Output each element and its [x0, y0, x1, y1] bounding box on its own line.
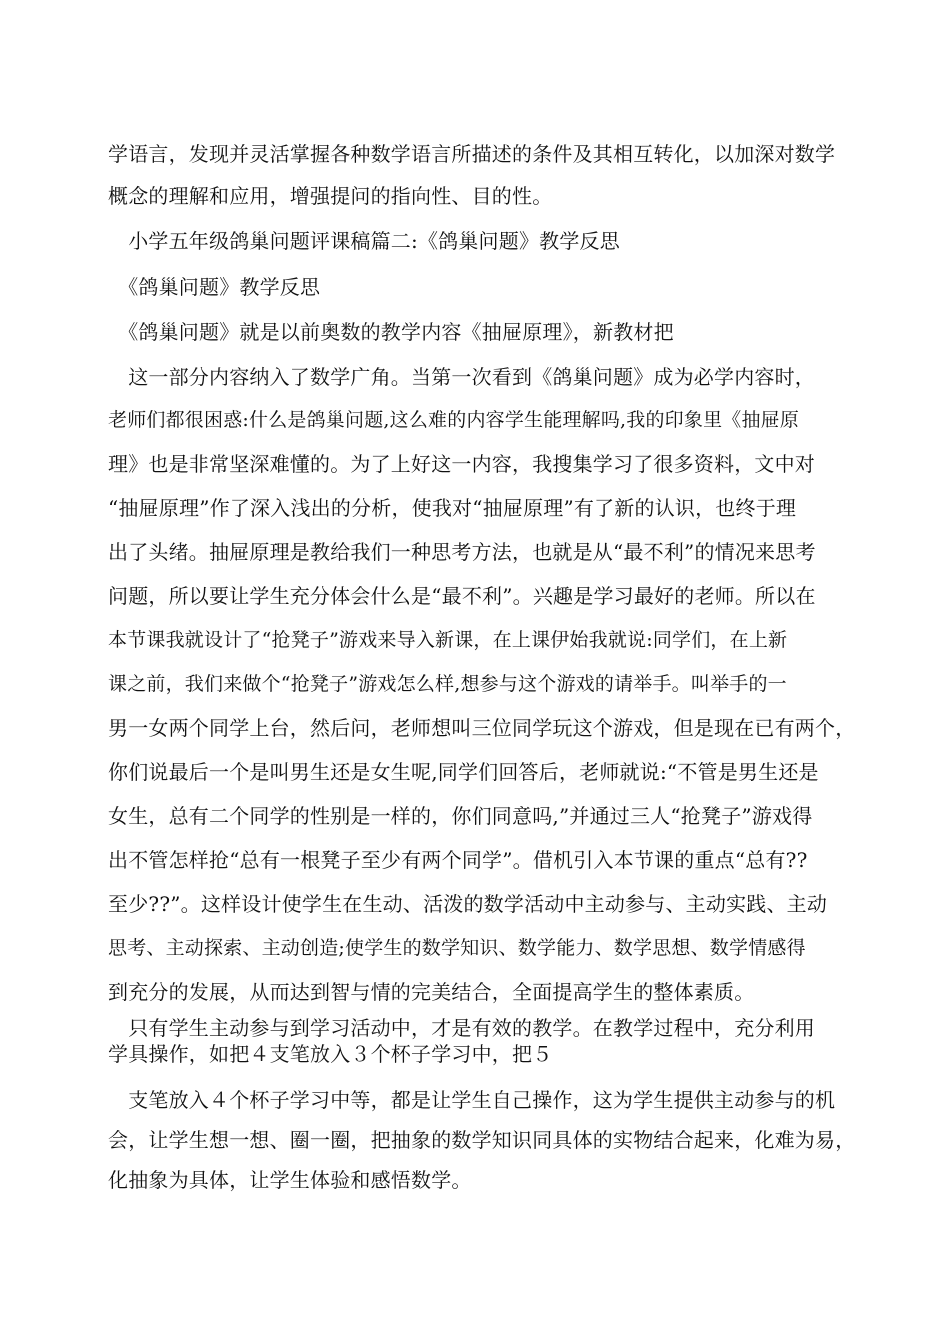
text-line: 学具操作，如把４支笔放入３个杯子学习中，把５: [108, 1042, 553, 1066]
text-line: 问题，所以要让学生充分体会什么是“最不利”。兴趣是学习最好的老师。所以在: [108, 584, 816, 608]
text-line: 这一部分内容纳入了数学广角。当第一次看到《鸽巢问题》成为必学内容时，: [108, 365, 815, 389]
text-line: 出不管怎样抢“总有一根凳子至少有两个同学”。借机引入本节课的重点“总有??: [108, 848, 808, 872]
text-line: 会，让学生想一想、圈一圈，把抽象的数学知识同具体的实物结合起来，化难为易，: [108, 1128, 856, 1152]
text-line: “抽屉原理”作了深入浅出的分析，使我对“抽屉原理”有了新的认识，也终于理: [108, 496, 797, 520]
text-line: 概念的理解和应用，增强提问的指向性、目的性。: [108, 184, 553, 208]
section-heading: 小学五年级鸽巢问题评课稿篇二:《鸽巢问题》教学反思: [108, 229, 620, 253]
text-line: 课之前，我们来做个“抢凳子”游戏怎么样,想参与这个游戏的请举手。叫举手的一: [108, 673, 787, 695]
section-subheading: 《鸽巢问题》教学反思: [108, 275, 321, 299]
text-line: 《鸽巢问题》就是以前奥数的教学内容《抽屉原理》，新教材把: [108, 320, 674, 344]
text-line: 只有学生主动参与到学习活动中，才是有效的教学。在教学过程中，充分利用: [108, 1016, 815, 1040]
text-line: 到充分的发展，从而达到智与情的完美结合，全面提高学生的整体素质。: [108, 980, 755, 1004]
text-line: 老师们都很困惑:什么是鸽巢问题,这么难的内容学生能理解吗,我的印象里《抽屉原: [108, 409, 800, 431]
text-line: 本节课我就设计了“抢凳子”游戏来导入新课，在上课伊始我就说:同学们，在上新: [108, 629, 788, 651]
text-line: 理》也是非常坚深难懂的。为了上好这一内容，我搜集学习了很多资料，文中对: [108, 452, 815, 476]
text-line: 支笔放入４个杯子学习中等，都是让学生自己操作，这为学生提供主动参与的机: [108, 1088, 836, 1112]
text-line: 至少??”。这样设计使学生在生动、活泼的数学活动中主动参与、主动实践、主动: [108, 892, 828, 916]
text-line: 学语言，发现并灵活掌握各种数学语言所描述的条件及其相互转化，以加深对数学: [108, 142, 836, 166]
text-line: 化抽象为具体，让学生体验和感悟数学。: [108, 1168, 472, 1192]
text-line: 出了头绪。抽屉原理是教给我们一种思考方法，也就是从“最不利”的情况来思考: [108, 540, 816, 564]
text-line: 你们说最后一个是叫男生还是女生呢,同学们回答后，老师就说:“不管是男生还是: [108, 760, 819, 784]
text-line: 思考、主动探索、主动创造;使学生的数学知识、数学能力、数学思想、数学情感得: [108, 937, 806, 959]
text-line: 女生，总有二个同学的性别是一样的，你们同意吗,”并通过三人“抢凳子”游戏得: [108, 804, 813, 828]
text-line: 男一女两个同学上台，然后问，老师想叫三位同学玩这个游戏，但是现在已有两个，: [108, 716, 856, 740]
